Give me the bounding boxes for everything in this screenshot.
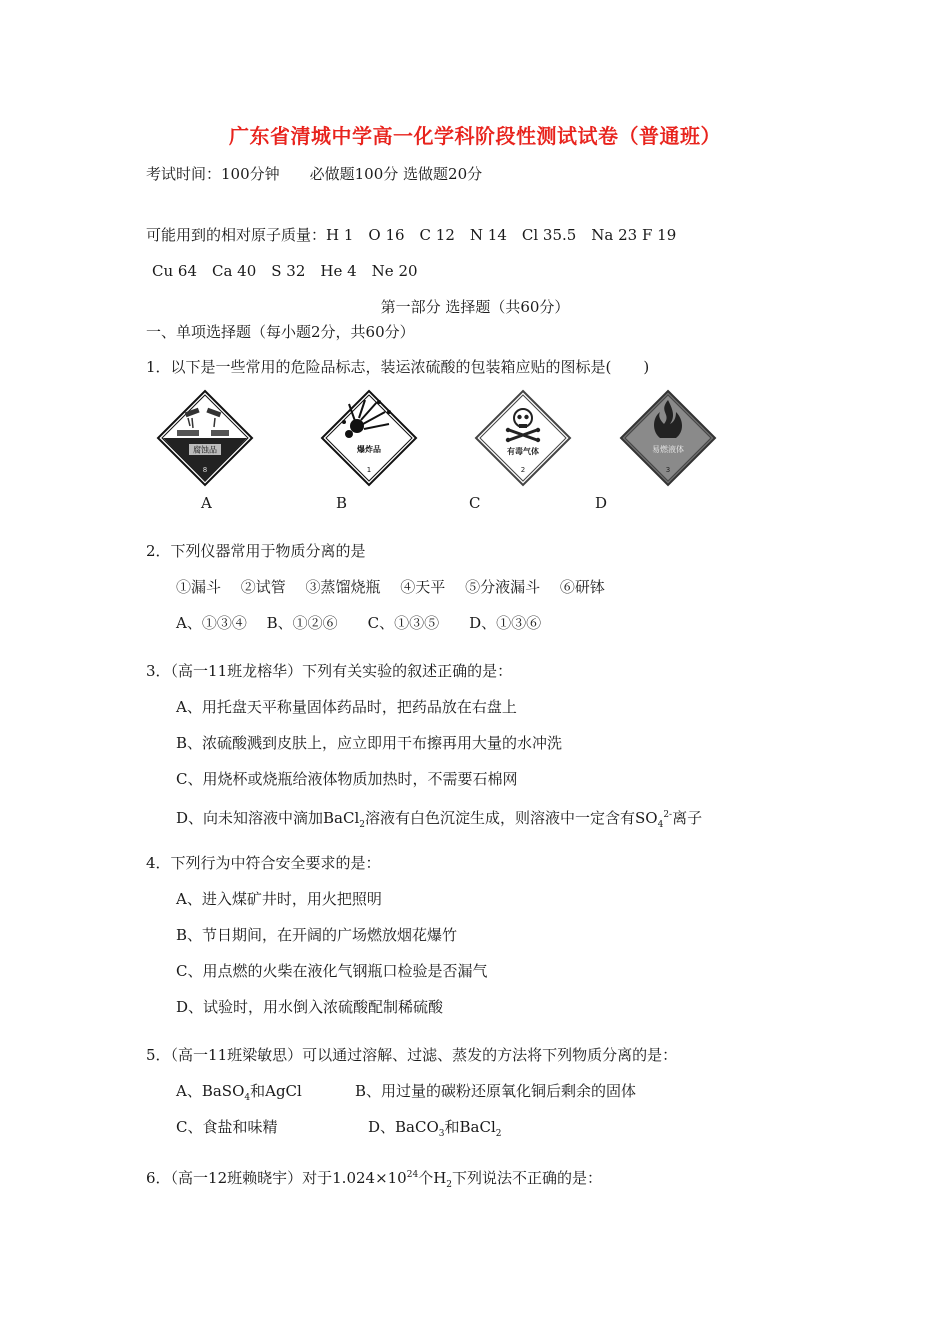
exam-info: 考试时间：100分钟 必做题100分 选做题20分: [146, 165, 483, 183]
q5d-text-1: D、BaCO: [368, 1118, 439, 1136]
corrosive-sign-number: 8: [202, 466, 208, 474]
q6-text-3: 下列说法不正确的是：: [452, 1169, 603, 1187]
question-1-stem-close: ): [643, 358, 650, 376]
sign-letter-c: C: [469, 494, 481, 512]
question-5-option-a: [176, 1081, 302, 1108]
toxic-gas-sign-number: 2: [520, 466, 526, 474]
question-2-options: A、①③④ B、①②⑥ C、①③⑤ D、①③⑥: [176, 614, 542, 632]
question-5-option-b: B、用过量的碳粉还原氧化铜后剩余的固体: [355, 1082, 637, 1100]
q6-sub: 2: [446, 1180, 453, 1190]
hazard-signs: [155, 388, 735, 488]
toxic-gas-sign-icon: [473, 388, 573, 488]
sign-letter-d: D: [595, 494, 608, 512]
question-6-stem: [146, 1165, 602, 1195]
sign-letter-b: B: [336, 494, 348, 512]
corrosive-sign-label: 腐蚀品: [193, 445, 217, 455]
q5d-sub-1: 3: [438, 1129, 445, 1139]
corrosive-sign-icon: [155, 388, 255, 488]
q6-text-1: 6．（高一12班赖晓宇）对于1.024×10: [146, 1169, 407, 1187]
explosive-sign-icon: [319, 388, 419, 488]
flammable-liquid-sign-number: 3: [665, 466, 671, 474]
part1-heading: 第一部分 选择题（共60分）: [380, 298, 570, 316]
question-3-option-c: C、用烧杯或烧瓶给液体物质加热时，不需要石棉网: [176, 770, 518, 788]
q5d-sub-2: 2: [495, 1129, 502, 1139]
q3d-sup: 2-: [663, 810, 673, 820]
question-4-option-c: C、用点燃的火柴在液化气钢瓶口检验是否漏气: [176, 962, 488, 980]
question-3-stem: 3．（高一11班龙榕华）下列有关实验的叙述正确的是：: [146, 662, 513, 680]
q5d-text-2: 和BaCl: [444, 1118, 496, 1136]
explosive-sign-label: 爆炸品: [357, 445, 381, 454]
question-3-option-d: [176, 805, 702, 835]
question-3-option-a: A、用托盘天平称量固体药品时，把药品放在右盘上: [176, 698, 517, 716]
question-4-stem: 4．下列行为中符合安全要求的是：: [146, 854, 381, 872]
flammable-liquid-sign-icon: [618, 388, 718, 488]
q3d-sub-2: 4: [657, 820, 664, 830]
question-4-option-b: B、节日期间，在开阔的广场燃放烟花爆竹: [176, 926, 458, 944]
q5a-text-1: A、BaSO: [176, 1082, 245, 1100]
page-title: 广东省清城中学高一化学科阶段性测试试卷（普通班）: [229, 124, 721, 148]
q3d-text-3: 离子: [672, 809, 703, 827]
question-5-stem: 5．（高一11班梁敏思）可以通过溶解、过滤、蒸发的方法将下列物质分离的是：: [146, 1046, 678, 1064]
section1-heading: 一、单项选择题（每小题2分，共60分）: [146, 323, 415, 341]
q6-sup: 24: [406, 1170, 419, 1180]
question-1-stem: [146, 357, 649, 377]
question-4-option-a: A、进入煤矿井时，用火把照明: [176, 890, 382, 908]
sign-letter-a: A: [201, 494, 212, 512]
question-2-items: ①漏斗 ②试管 ③蒸馏烧瓶 ④天平 ⑤分液漏斗 ⑥研钵: [176, 578, 605, 596]
q3d-sub-1: 2: [359, 820, 366, 830]
q3d-text-1: D、向未知溶液中滴加BaCl: [176, 809, 360, 827]
q6-text-2: 个H: [418, 1169, 447, 1187]
question-1-stem-text: 1．以下是一些常用的危险品标志，装运浓硫酸的包装箱应贴的图标是(: [146, 358, 612, 376]
question-5-option-c: C、食盐和味精: [176, 1118, 278, 1136]
toxic-gas-sign-label: 有毒气体: [507, 447, 539, 456]
q5a-text-2: 和AgCl: [250, 1082, 302, 1100]
question-5-option-d: [368, 1117, 502, 1144]
q3d-text-2: 溶液有白色沉淀生成，则溶液中一定含有SO: [365, 809, 658, 827]
q5a-sub: 4: [244, 1093, 251, 1103]
flammable-liquid-sign-label: 易燃液体: [652, 445, 684, 454]
explosive-sign-number: 1: [366, 466, 372, 474]
question-2-stem: 2．下列仪器常用于物质分离的是: [146, 542, 366, 560]
question-4-option-d: D、试验时，用水倒入浓硫酸配制稀硫酸: [176, 998, 444, 1016]
question-3-option-b: B、浓硫酸溅到皮肤上，应立即用干布擦再用大量的水冲洗: [176, 734, 563, 752]
atomic-mass-line-1: 可能用到的相对原子质量：H 1 O 16 C 12 N 14 Cl 35.5 Na 23 F 19: [146, 226, 677, 244]
atomic-mass-line-2: Cu 64 Ca 40 S 32 He 4 Ne 20: [152, 262, 418, 280]
